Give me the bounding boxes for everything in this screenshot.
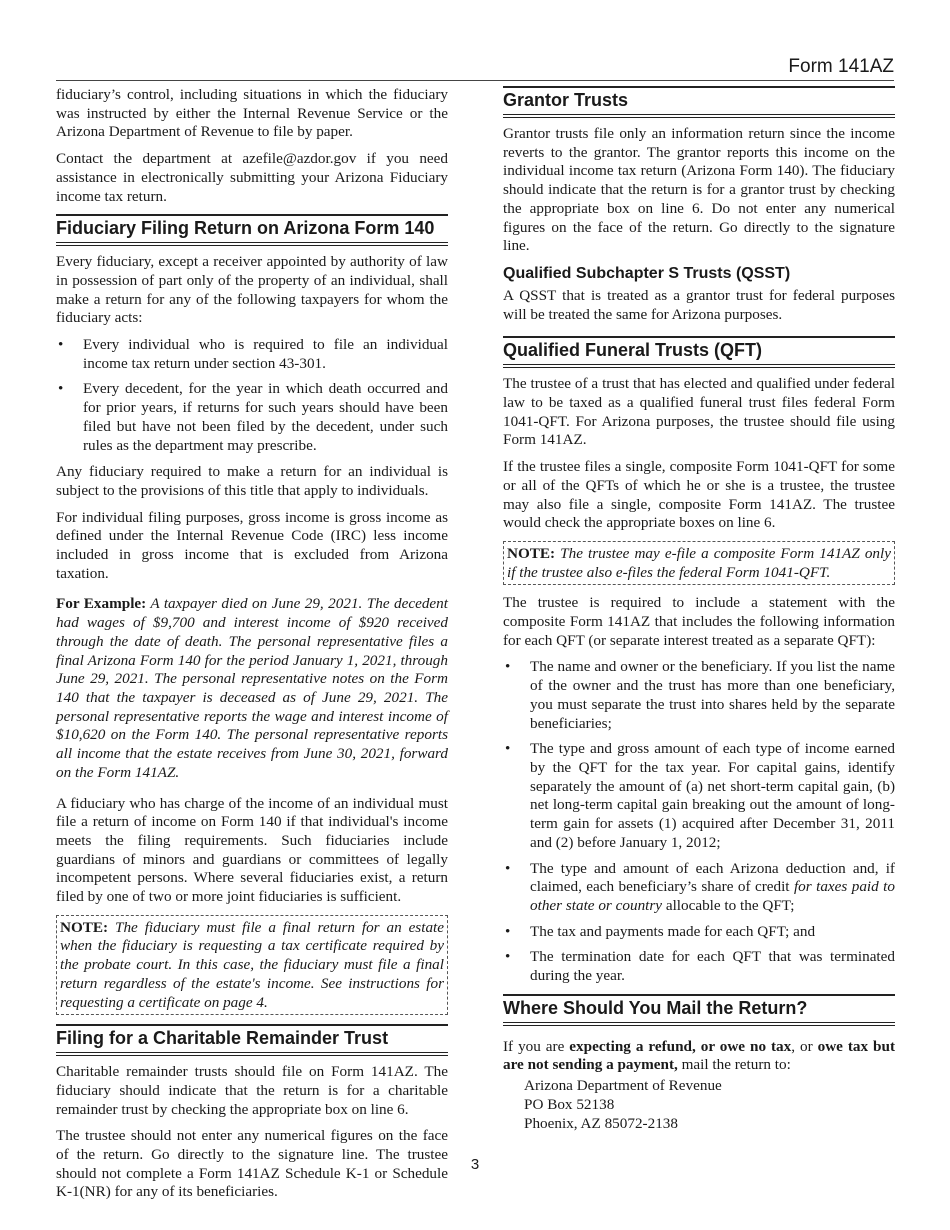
contact-paragraph: Contact the department at azefile@azdor.gov if you need assistance in electronically submitting your Arizona Fiduciary income tax return. (56, 150, 448, 205)
section-heading-mail-return: Where Should You Mail the Return? (503, 994, 895, 1026)
subsection-heading-qsst: Qualified Subchapter S Trusts (QSST) (503, 264, 791, 282)
bullet-list (56, 336, 448, 455)
paragraph: For individual filing purposes, gross income is gross income as defined under the Internal Revenue Code (IRC) less income included in gross income that is excluded from Arizona taxation. (56, 508, 448, 582)
paragraph: If the trustee files a single, composite Form 1041-QFT for some or all of the QFTs of which he or she is a trustee, the trustee may also file a single, composite Form 141AZ. The trustee would check the appropriate boxes on line 6. (503, 458, 895, 532)
bullet-icon: • (505, 922, 511, 940)
bullet-icon: • (58, 380, 64, 398)
form-title: Form 141AZ (788, 56, 894, 77)
right-column (503, 86, 895, 1133)
bullet-icon: • (505, 740, 511, 758)
page-number: 3 (470, 1156, 480, 1173)
left-column (56, 86, 448, 1210)
example-text: A taxpayer died on June 29, 2021. The decedent had wages of $9,700 and interest income of $920 received through the date of death. The personal representative files a final Arizona Form 140 for the period January 1, 2021, through June 29, 2021. The personal representative notes on the Form 140 that the taxpayer is deceased as of June 29, 2021. The personal representative reports the wage and interest income of $10,620 on the Form 140. The personal representative reports all income that the estate receives from June 30, 2021, forward on the Form 141AZ. (56, 595, 448, 781)
example-paragraph (56, 595, 448, 782)
intro-paragraph: fiduciary’s control, including situations in which the fiduciary was instructed by either the Internal Revenue Service or the Arizona Department of Revenue to file by paper. (56, 86, 448, 141)
note-label: NOTE: (60, 918, 109, 936)
list-item: • The tax and payments made for each QFT; and (505, 922, 816, 940)
paragraph: The trustee of a trust that has elected and qualified under federal law to be taxed as a qualified funeral trust files federal Form 1041-QFT. For Arizona purposes, the trustee should file using Form 141AZ. (503, 375, 895, 449)
bullet-list (503, 658, 895, 985)
note-box (503, 541, 895, 585)
list-item: • Every individual who is required to file an individual income tax return under section 43-301. (58, 336, 448, 372)
note-label: NOTE: (507, 544, 556, 562)
paragraph: Charitable remainder trusts should file on Form 141AZ. The fiduciary should indicate that the return is for a charitable remainder trust by checking the appropriate box on line 6. (56, 1063, 448, 1118)
paragraph: Every fiduciary, except a receiver appointed by authority of law in possession of part only of the property of an individual, shall make a return for any of the following taxpayers for whom the fiduciary acts: (56, 253, 448, 327)
address-line: PO Box 52138 (524, 1096, 615, 1114)
bullet-icon: • (505, 658, 511, 676)
example-label: For Example: (56, 595, 147, 613)
note-box (56, 915, 448, 1016)
list-item: • The termination date for each QFT that was terminated during the year. (505, 948, 895, 985)
email-link[interactable]: azefile@azdor.gov (242, 150, 357, 168)
mail-paragraph: If you are expecting a refund, or owe no tax, or owe tax but are not sending a payment, mail the return to: (503, 1037, 895, 1074)
paragraph: The trustee is required to include a statement with the composite Form 141AZ that includes the following information for each QFT (or separate interest treated as a separate QFT): (503, 594, 895, 649)
section-heading-qft: Qualified Funeral Trusts (QFT) (503, 336, 895, 368)
note-text: The trustee may e-file a composite Form 141AZ only if the trustee also e-files the federal Form 1041-QFT. (507, 544, 891, 581)
list-item: • Every decedent, for the year in which death occurred and for prior years, if returns for such years should have been filed but have not been filed by the decedent, under such rules as the department may prescribe. (58, 380, 448, 454)
paragraph: Any fiduciary required to make a return for an individual is subject to the provisions of this title that apply to individuals. (56, 463, 448, 499)
note-text: The fiduciary must file a final return for an estate when the fiduciary is requesting a tax certificate required by the probate court. In this case, the fiduciary must file a final return regardless of the estate's income. See instructions for requesting a certificate on page 4. (60, 918, 444, 1011)
list-item: • The name and owner or the beneficiary. If you list the name of the owner and the trust has more than one beneficiary, you must separate the trust into shares held by the separate beneficiaries; (505, 658, 895, 732)
bullet-icon: • (58, 336, 64, 354)
bullet-icon: • (505, 859, 511, 877)
paragraph: A fiduciary who has charge of the income of an individual must file a return of income on Form 140 if that individual's income meets the filing requirements. Such fiduciaries include guardians of minors and guardians or committees of legally incompetent persons. Where several fiduciaries exist, a return filed by one of two or more joint fiduciaries is sufficient. (56, 794, 448, 906)
header-rule (56, 80, 894, 81)
section-heading-grantor-trusts: Grantor Trusts (503, 86, 895, 118)
paragraph: A QSST that is treated as a grantor trust for federal purposes will be treated the same for Arizona purposes. (503, 286, 895, 323)
paragraph: Grantor trusts file only an information return since the income reverts to the grantor. The grantor reports this income on the individual income tax return (Arizona Form 140). The fiduciary should indicate that the return is for a grantor trust by checking the appropriate box on line 6. Do not enter any numerical figures on the face of the return. Go directly to the signature line. (503, 125, 895, 255)
address-line: Phoenix, AZ 85072-2138 (524, 1115, 678, 1133)
mailing-address (503, 1076, 895, 1133)
paragraph: The trustee should not enter any numerical figures on the face of the return. Go directly to the signature line. The trustee should not complete a Form 141AZ Schedule K-1 or Schedule K-1(NR) for any of its beneficiaries. (56, 1127, 448, 1201)
address-line: Arizona Department of Revenue (524, 1077, 722, 1095)
bullet-icon: • (505, 948, 511, 966)
section-heading-charitable-remainder-trust: Filing for a Charitable Remainder Trust (56, 1024, 448, 1056)
list-item: • The type and amount of each Arizona deduction and, if claimed, each beneficiary’s share of credit for taxes paid to other state or country allocable to the QFT; (505, 859, 895, 914)
list-item: • The type and gross amount of each type of income earned by the QFT for the tax year. For capital gains, identify separately the amount of (a) net short-term capital gain, (b) net long-term capital gain breaking out the amount of long-term gain for assets (1) acquired after December 31, 2011 and (2) before January 1, 2012; (505, 740, 895, 851)
section-heading-fiduciary-form-140: Fiduciary Filing Return on Arizona Form 140 (56, 214, 448, 246)
